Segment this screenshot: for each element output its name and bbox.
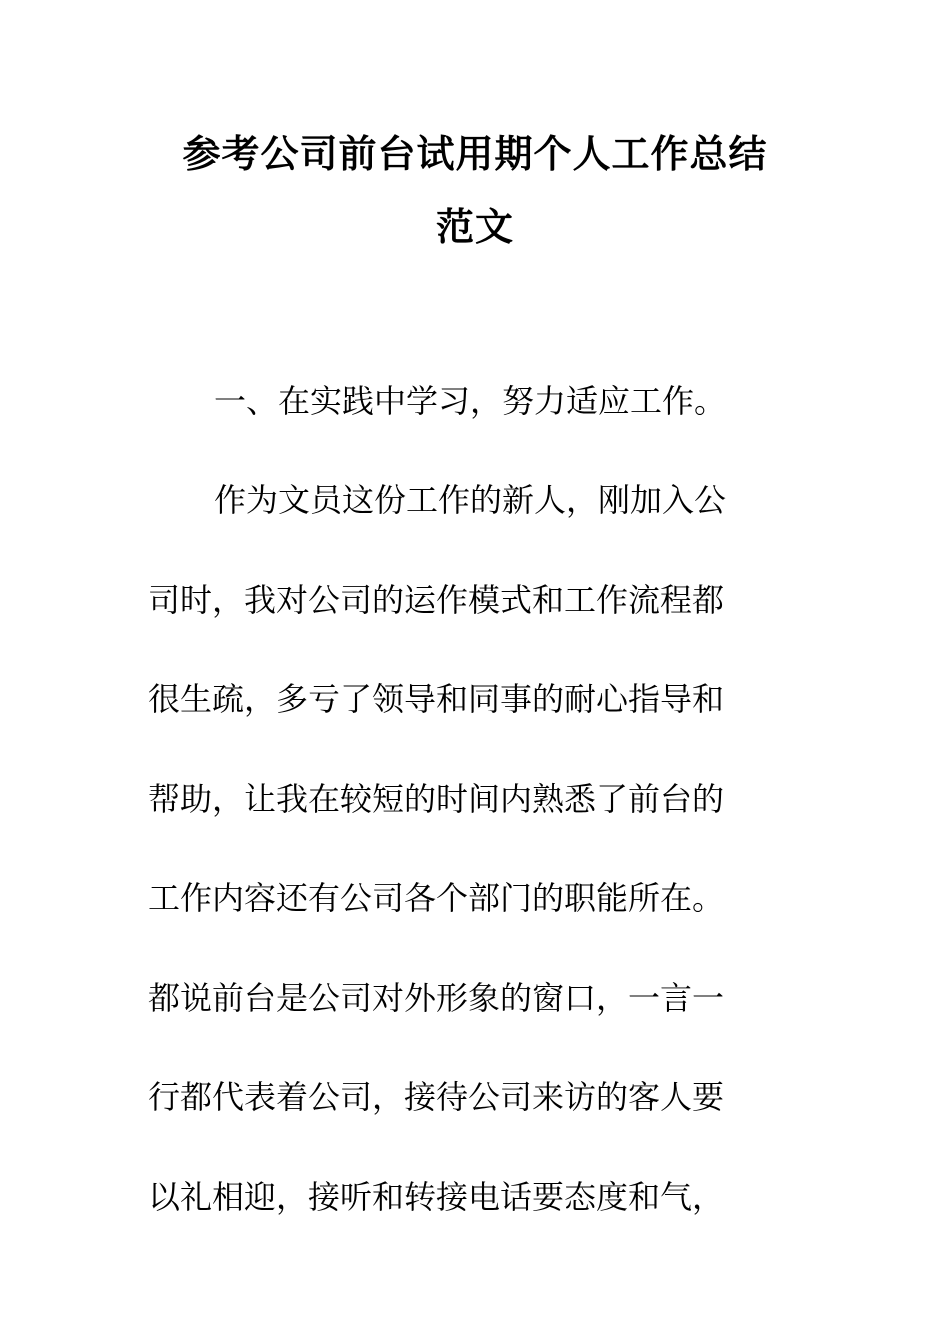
paragraph-line: 工作内容还有公司各个部门的职能所在。 [148,879,725,917]
section-heading: 一、在实践中学习，努力适应工作。 [214,382,727,420]
paragraph-line: 作为文员这份工作的新人，刚加入公 [214,481,727,519]
paragraph-line: 行都代表着公司，接待公司来访的客人要 [148,1078,725,1116]
paragraph-line: 以礼相迎，接听和转接电话要态度和气， [148,1178,725,1216]
paragraph-line: 很生疏，多亏了领导和同事的耐心指导和 [148,680,725,718]
paragraph-line: 都说前台是公司对外形象的窗口，一言一 [148,979,725,1017]
paragraph-line: 司时，我对公司的运作模式和工作流程都 [148,581,725,619]
document-title-line-2: 范文 [435,205,514,249]
document-title-line-1: 参考公司前台试用期个人工作总结 [182,132,768,176]
paragraph-line: 帮助，让我在较短的时间内熟悉了前台的 [148,780,725,818]
